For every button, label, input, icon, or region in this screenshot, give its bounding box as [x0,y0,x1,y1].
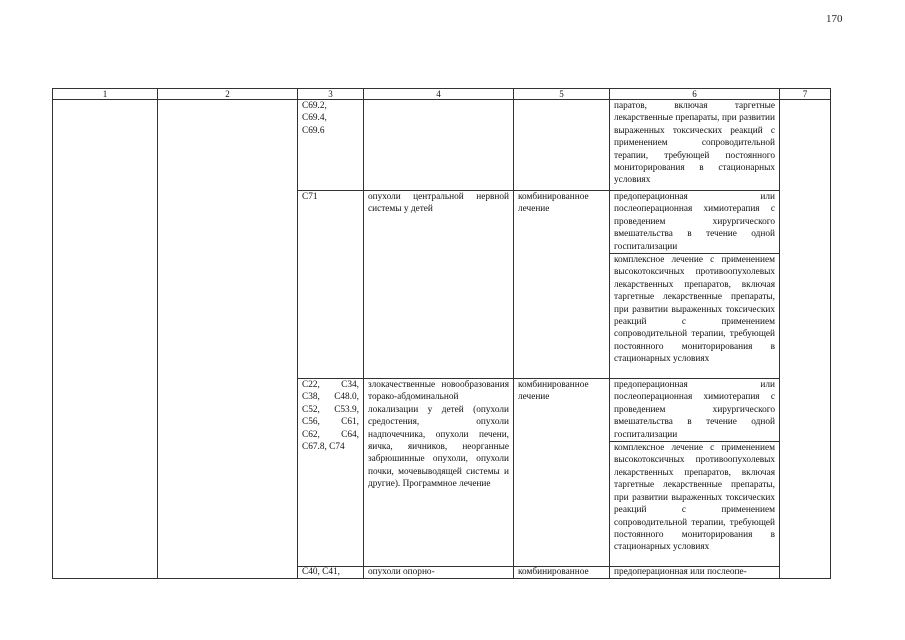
cell-codes: С71 [298,191,364,379]
cell-method: комплексное лечение с применением высокотоксичных противоопухолевых лекарственных препаратов, включая таргетные лекарственные препараты, при развитии выраженных токсических реакций с применением сопроводительной терапии, требующей постоянного мониторирования в стационарных условиях [610,442,780,567]
cell-col1 [53,100,158,579]
col-header-1: 1 [53,89,158,100]
cell-codes: С22, С34, С38, С48.0, С52, С53.9, С56, С61, С62, С64, С67.8, С74 [298,379,364,567]
cell-codes: С40, С41, [298,567,364,579]
col-header-6: 6 [610,89,780,100]
cell-method: предоперационная или послеоперационная химиотерапия с проведением хирургического вмешательства в течение одной госпитализации [610,379,780,442]
col-header-7: 7 [780,89,831,100]
cell-treatment-type: комбинированное лечение [514,379,610,567]
cell-codes: С69.2, С69.4, С69.6 [298,100,364,191]
treatment-table [52,88,831,579]
col-header-4: 4 [364,89,514,100]
table-row [53,100,831,191]
col-header-5: 5 [514,89,610,100]
cell-method: комплексное лечение с применением высокотоксичных противоопухолевых лекарственных препаратов, включая таргетные лекарственные препараты, при развитии выраженных токсических реакций с применением сопроводительной терапии, требующей постоянного мониторирования в стационарных условиях [610,254,780,379]
cell-disease: опухоли опорно- [364,567,514,579]
cell-col2 [158,100,298,579]
col-header-2: 2 [158,89,298,100]
col-header-3: 3 [298,89,364,100]
cell-treatment-type: комбинированное [514,567,610,579]
cell-col7 [780,100,831,579]
header-row [53,89,831,100]
cell-method: предоперационная или послеопе- [610,567,780,579]
page-number: 170 [826,13,843,25]
cell-method: предоперационная или послеоперационная химиотерапия с проведением хирургического вмешательства в течение одной госпитализации [610,191,780,254]
cell-treatment-type: комбинированное лечение [514,191,610,379]
cell-treatment-type [514,100,610,191]
cell-disease: опухоли центральной нервной системы у детей [364,191,514,379]
cell-method: паратов, включая таргетные лекарственные препараты, при развитии выраженных токсических реакций с применением сопроводительной терапии, требующей постоянного мониторирования в стационарных условиях [610,100,780,191]
cell-disease: злокачественные новообразования торако-абдоминальной локализации у детей (опухоли средостения, опухоли надпочечника, опухоли печени, яичка, яичников, неорганные забрюшинные опухоли, опухоли почки, мочевыводящей системы и другие). Программное лечение [364,379,514,567]
cell-disease [364,100,514,191]
